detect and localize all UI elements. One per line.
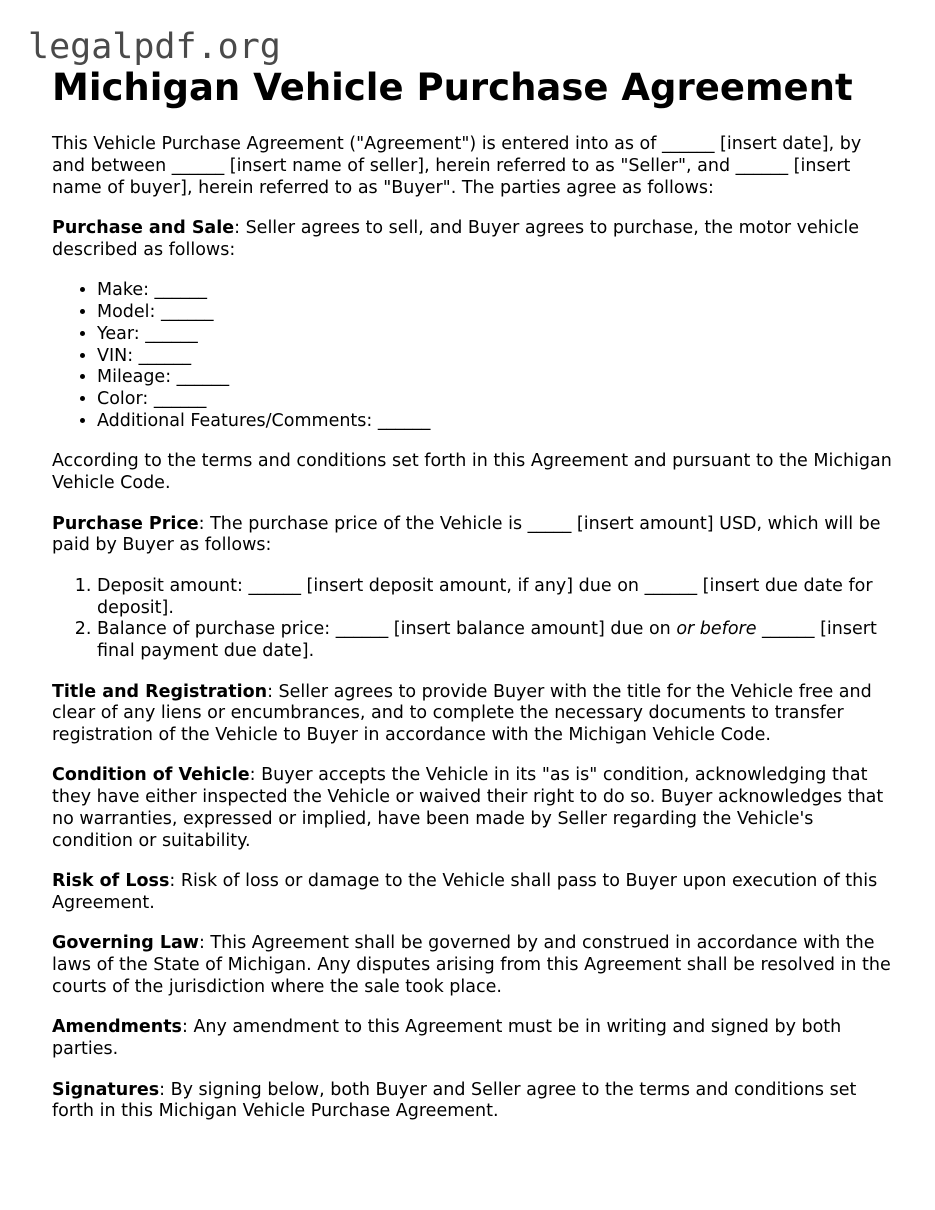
purchase-price-heading: Purchase Price: [52, 513, 199, 534]
purchase-price-section: [52, 514, 892, 558]
condition-section: [52, 765, 892, 852]
terms-paragraph: According to the terms and conditions set forth in this Agreement and pursuant to the Michigan Vehicle Code.: [52, 451, 892, 494]
vehicle-details-list: [52, 280, 892, 433]
risk-text: : Risk of loss or damage to the Vehicle shall pass to Buyer upon execution of this Agreement.: [52, 871, 878, 914]
condition-heading: Condition of Vehicle: [52, 765, 250, 786]
condition-text: : Buyer accepts the Vehicle in its "as is" condition, acknowledging that they have either inspected the Vehicle or waived their right to do so. Buyer acknowledges that no warranties, expressed or implied, have been made by Seller regarding the Vehicle's condition or suitability.: [52, 765, 884, 851]
balance-text-emphasis: or before: [676, 619, 757, 640]
title-registration-text: : Seller agrees to provide Buyer with the title for the Vehicle free and clear of any liens or encumbrances, and to complete the necessary documents to transfer registration of the Vehicle to Buyer in accordance with the Michigan Vehicle Code.: [52, 681, 872, 746]
list-item-balance: [97, 619, 892, 663]
list-item-make: • Make: ______: [97, 280, 892, 302]
signatures-text: : By signing below, both Buyer and Seller agree to the terms and conditions set forth in this Michigan Vehicle Purchase Agreement.: [52, 1079, 857, 1122]
list-item-additional-features: • Additional Features/Comments: ______: [97, 411, 892, 433]
purchase-sale-section: [52, 218, 892, 262]
balance-text-before: Balance of purchase price: ______ [insert balance amount] due on: [97, 619, 677, 640]
purchase-price-text: : The purchase price of the Vehicle is _____ [insert amount] USD, which will be paid by Buyer as follows:: [52, 513, 881, 556]
list-item-year: • Year: ______: [97, 324, 892, 346]
governing-law-text: : This Agreement shall be governed by and construed in accordance with the laws of the State of Michigan. Any disputes arising from this Agreement shall be resolved in the courts of the jurisdiction where the sale took place.: [52, 933, 891, 998]
list-item-mileage: • Mileage: ______: [97, 367, 892, 389]
list-item-deposit: 1. Deposit amount: ______ [insert deposit amount, if any] due on ______ [insert due date for deposit].: [97, 576, 892, 620]
title-registration-heading: Title and Registration: [52, 681, 268, 702]
governing-law-section: [52, 933, 892, 998]
amendments-section: [52, 1017, 892, 1061]
title-registration-section: [52, 682, 892, 747]
list-item-model: • Model: ______: [97, 302, 892, 324]
signatures-section: [52, 1080, 892, 1124]
watermark: legalpdf.org: [28, 27, 281, 67]
amendments-heading: Amendments: [52, 1017, 182, 1038]
document-body: [52, 134, 892, 1142]
amendments-text: : Any amendment to this Agreement must be in writing and signed by both parties.: [52, 1017, 842, 1060]
purchase-sale-heading: Purchase and Sale: [52, 217, 235, 238]
intro-paragraph: This Vehicle Purchase Agreement ("Agreement") is entered into as of ______ [insert date], by and between ______ [insert name of seller], herein referred to as "Seller", and ______ [insert name of buyer], herein referred to as "Buyer". The parties agree as follows:: [52, 134, 862, 198]
signatures-heading: Signatures: [52, 1079, 160, 1100]
balance-text-after: ______ [insert final payment due date].: [97, 619, 877, 662]
payment-list: [52, 576, 892, 663]
page-title: Michigan Vehicle Purchase Agreement: [52, 66, 853, 109]
list-item-vin: • VIN: ______: [97, 346, 892, 368]
risk-heading: Risk of Loss: [52, 871, 170, 892]
purchase-sale-text: : Seller agrees to sell, and Buyer agrees to purchase, the motor vehicle described as follows:: [52, 217, 860, 260]
risk-section: [52, 871, 892, 915]
list-item-color: • Color: ______: [97, 389, 892, 411]
governing-law-heading: Governing Law: [52, 933, 199, 954]
